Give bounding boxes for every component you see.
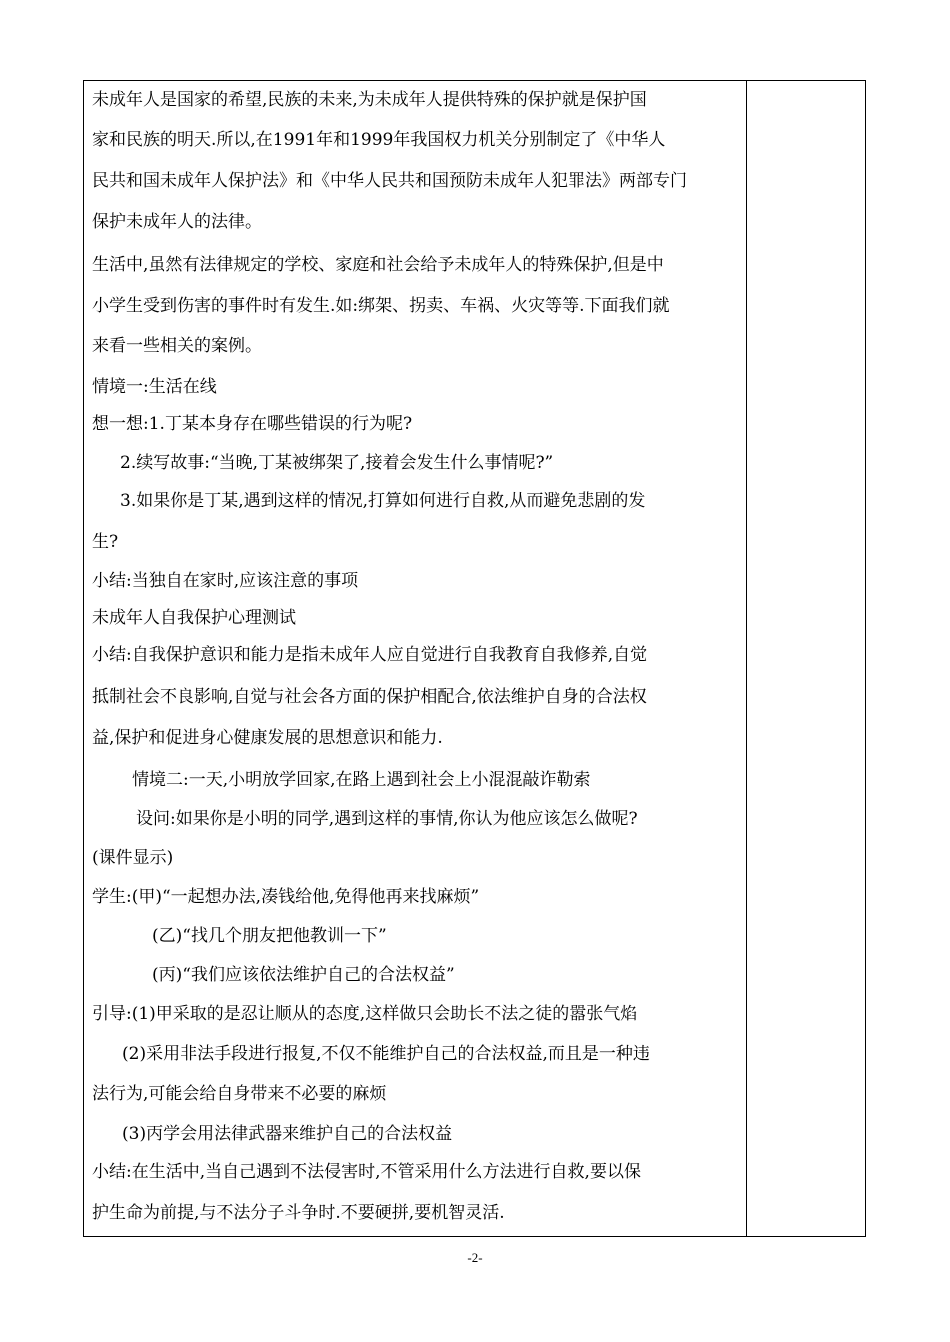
- text-line: 家和民族的明天.所以,在1991年和1999年我国权力机关分别制定了《中华人: [92, 130, 666, 150]
- text-line: 来看一些相关的案例。: [92, 336, 262, 356]
- section-heading: 情境一:生活在线: [92, 377, 217, 397]
- text-line: 引导:(1)甲采取的是忍让顺从的态度,这样做只会助长不法之徒的嚣张气焰: [92, 1004, 638, 1024]
- text-line: 想一想:1.丁某本身存在哪些错误的行为呢?: [92, 414, 413, 434]
- text-line: 学生:(甲)“一起想办法,凑钱给他,免得他再来找麻烦”: [92, 887, 480, 907]
- text-line: 小结:在生活中,当自己遇到不法侵害时,不管采用什么方法进行自救,要以保: [92, 1162, 641, 1182]
- text-line: 设问:如果你是小明的同学,遇到这样的事情,你认为他应该怎么做呢?: [136, 809, 638, 829]
- text-line: 未成年人是国家的希望,民族的未来,为未成年人提供特殊的保护就是保护国: [92, 90, 647, 110]
- section-heading: 未成年人自我保护心理测试: [92, 608, 296, 628]
- text-line: 法行为,可能会给自身带来不必要的麻烦: [92, 1084, 387, 1104]
- text-line: 益,保护和促进身心健康发展的思想意识和能力.: [92, 728, 443, 748]
- table-column-divider: [865, 80, 866, 1237]
- table-column-divider: [746, 80, 747, 1237]
- text-line: 民共和国未成年人保护法》和《中华人民共和国预防未成年人犯罪法》两部专门: [92, 171, 687, 191]
- text-line: (课件显示): [92, 848, 174, 868]
- text-line: 生活中,虽然有法律规定的学校、家庭和社会给予未成年人的特殊保护,但是中: [92, 255, 664, 275]
- text-line: (丙)“我们应该依法维护自己的合法权益”: [152, 965, 455, 985]
- text-line: 小学生受到伤害的事件时有发生.如:绑架、拐卖、车祸、火灾等等.下面我们就: [92, 296, 670, 316]
- text-line: (3)丙学会用法律武器来维护自己的合法权益: [122, 1124, 453, 1144]
- section-heading: 情境二:一天,小明放学回家,在路上遇到社会上小混混敲诈勒索: [132, 770, 591, 790]
- text-line: 生?: [92, 532, 119, 552]
- text-line: 抵制社会不良影响,自觉与社会各方面的保护相配合,依法维护自身的合法权: [92, 687, 647, 707]
- text-line: (2)采用非法手段进行报复,不仅不能维护自己的合法权益,而且是一种违: [122, 1044, 650, 1064]
- text-line: 保护未成年人的法律。: [92, 212, 262, 232]
- text-line: 小结:当独自在家时,应该注意的事项: [92, 571, 359, 591]
- text-line: 2.续写故事:“当晚,丁某被绑架了,接着会发生什么事情呢?”: [120, 453, 554, 473]
- page-number: -2-: [467, 1250, 483, 1265]
- text-line: 小结:自我保护意识和能力是指未成年人应自觉进行自我教育自我修养,自觉: [92, 645, 648, 665]
- text-line: 护生命为前提,与不法分子斗争时.不要硬拼,要机智灵活.: [92, 1203, 505, 1223]
- text-line: (乙)“找几个朋友把他教训一下”: [152, 926, 387, 946]
- text-line: 3.如果你是丁某,遇到这样的情况,打算如何进行自救,从而避免悲剧的发: [120, 491, 646, 511]
